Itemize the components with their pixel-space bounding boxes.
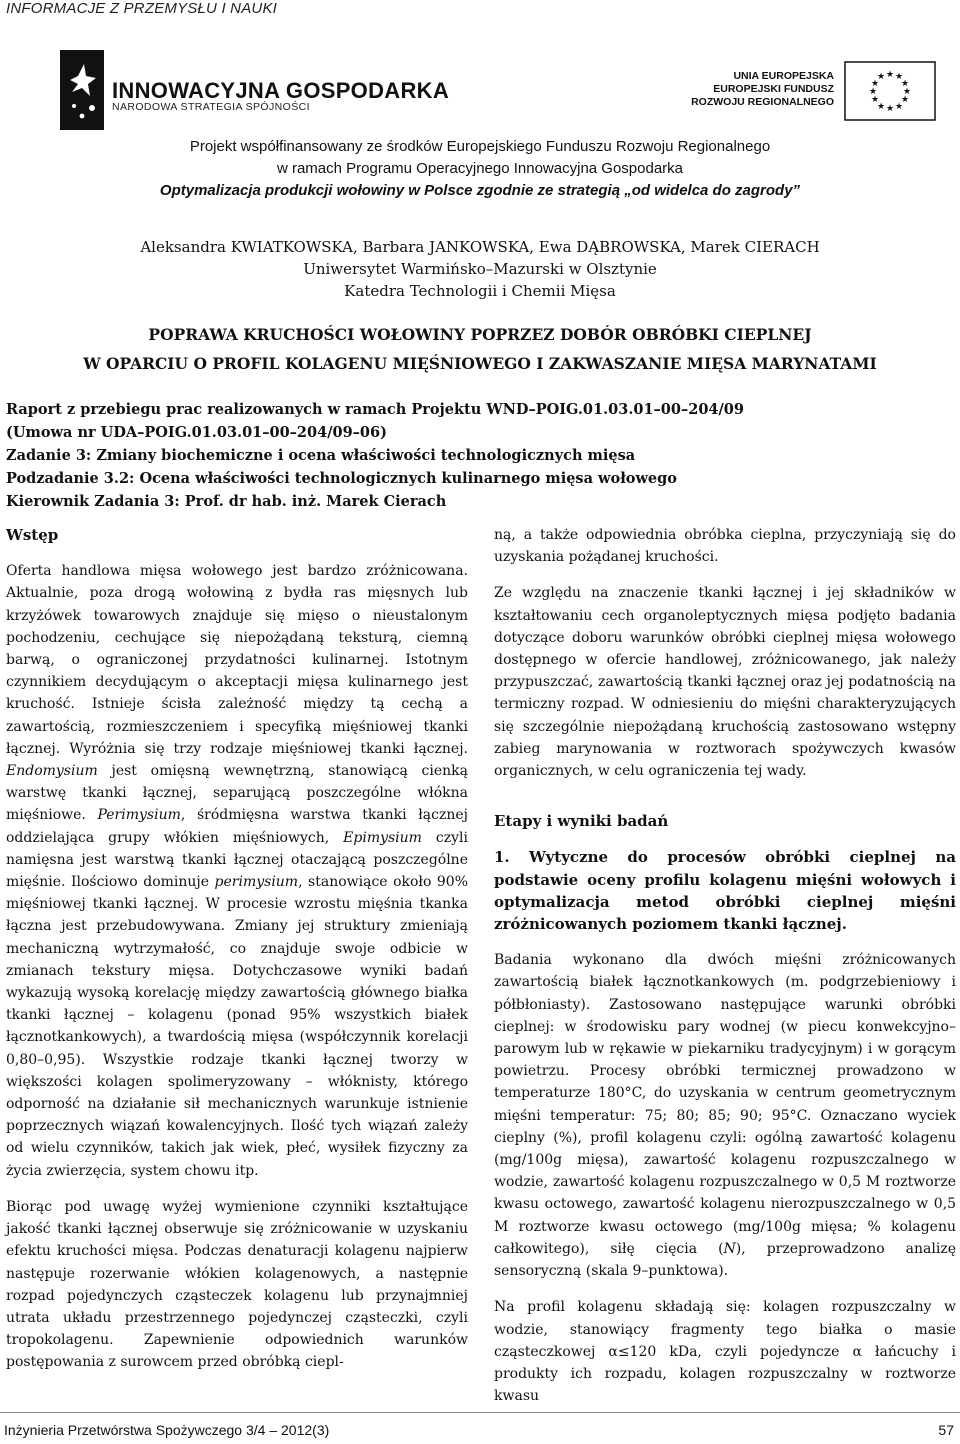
- right-paragraph-1: ną, a także odpowiednia obróbka cieplna, przyczyniają się do uzyskania pożądanej kruchości.: [494, 527, 956, 566]
- footer-divider: [0, 1412, 960, 1413]
- svg-text:★: ★: [870, 79, 880, 89]
- report-line-2: (Umowa nr UDA–POIG.01.03.01–00–204/09–06): [6, 424, 387, 441]
- report-block: [6, 398, 744, 513]
- eu-line-1: UNIA EUROPEJSKA: [733, 70, 834, 82]
- article-title: [0, 320, 960, 378]
- right-paragraph-3: Badania wykonano dla dwóch mięśni zróżnicowanych zawartością białek łącznotkankowych (m. podgrzebieniowy i półbłoniasty). Zastosowano następujące warunki obróbki cieplnej: w środowisku pary wodnej (w piecu konwekcyjno–parowym lub w rękawie w piekarniku tradycyjnym) i w gorącym powietrzu. Procesy obróbki termicznej prowadzono w temperaturze 180°C, do uzyskania w centrum geometrycznym mięśni temperatur: 75; 80; 85; 90; 95°C. Oznaczano wyciek cieplny (%), profil kolagenu czyli: ogólną zawartość kolagenu (mg/100g mięsa), zawartość kolagenu rozpuszczalnego w wodzie, zawartość kolagenu rozpuszczalnego w 0,5 M roztworze kwasu octowego, zawartość kolagenu nierozpuszczalnego w 0,5 M roztworze kwasu octowego (mg/100g mięsa; % kolagenu całkowitego), siłę cięcia (N), przeprowadzono analizę sensoryczną (skala 9–punktowa).: [494, 952, 956, 1280]
- footer-page-number: 57: [938, 1422, 954, 1438]
- section-heading-intro: Wstęp: [6, 526, 59, 544]
- svg-text:★: ★: [876, 72, 886, 82]
- subsection-heading-1: 1. Wytyczne do procesów obróbki cieplnej na podstawie oceny profilu kolagenu mięśni wołowych i optymalizacja metod obróbki cieplnej mięśni zróżnicowanych poziomem tkanki łącznej.: [494, 848, 956, 934]
- project-line-1: Projekt współfinansowany ze środków Europejskiego Funduszu Rozwoju Regionalnego: [189, 138, 771, 155]
- author-names: Aleksandra KWIATKOWSKA, Barbara JANKOWSKA, Ewa DĄBROWSKA, Marek CIERACH: [140, 238, 820, 256]
- project-title: Optymalizacja produkcji wołowiny w Polsce zgodnie ze strategią „od widelca do zagrody”: [159, 182, 801, 199]
- left-column: [6, 524, 468, 1374]
- section-heading-results: Etapy i wyniki badań: [494, 812, 669, 831]
- eu-line-3: ROZWOJU REGIONALNEGO: [691, 96, 834, 108]
- intro-paragraph-2: Biorąc pod uwagę wyżej wymienione czynniki kształtujące jakość tkanki łącznej obserwuje się zróżnicowanie w uzyskaniu efektu kruchości mięsa. Podczas denaturacji kolagenu najpierw następuje rozerwanie włókien kolagenowych, a następnie rozpad pojedynczych cząsteczek kolagenu lub przynajmniej utrata układu przestrzennego pojedynczej cząsteczki, czyli tropokolagenu. Zapewnienie odpowiednich warunków postępowania z surowcem przed obróbką ciepl-: [6, 1198, 468, 1371]
- authors-block: [0, 236, 960, 302]
- title-line-2: W OPARCIU O PROFIL KOLAGENU MIĘŚNIOWEGO I ZAKWASZANIE MIĘSA MARYNATAMI: [83, 354, 877, 373]
- report-line-4: Podzadanie 3.2: Ocena właściwości technologicznych kulinarnego mięsa wołowego: [6, 470, 677, 487]
- running-header: INFORMACJE Z PRZEMYSŁU I NAUKI: [6, 0, 278, 17]
- svg-text:★: ★: [885, 104, 895, 114]
- ig-logo-subtitle: NARODOWA STRATEGIA SPÓJNOŚCI: [112, 101, 310, 113]
- svg-text:★: ★: [868, 87, 878, 97]
- right-paragraph-4: Na profil kolagenu składają się: kolagen rozpuszczalny w wodzie, stanowiący fragmenty tego białka o masie cząsteczkowej α≤120 kDa, czyli pojedyncze α łańcuchy i produkty ich rozpadu, kolagen rozpuszczalny w roztworze kwasu: [494, 1299, 956, 1405]
- svg-text:★: ★: [900, 95, 910, 105]
- svg-text:★: ★: [885, 70, 895, 80]
- eu-logo-text: [691, 70, 834, 109]
- report-line-5: Kierownik Zadania 3: Prof. dr hab. inż. Marek Cierach: [6, 493, 447, 510]
- svg-text:★: ★: [876, 102, 886, 112]
- author-university: Uniwersytet Warmińsko–Mazurski w Olsztynie: [303, 260, 657, 278]
- project-info: [0, 136, 960, 202]
- footer-journal: Inżynieria Przetwórstwa Spożywczego 3/4 – 2012(3): [4, 1422, 330, 1438]
- svg-text:★: ★: [900, 79, 910, 89]
- ig-logo-title: INNOWACYJNA GOSPODARKA: [112, 78, 450, 103]
- svg-text:★: ★: [894, 72, 904, 82]
- project-line-2: w ramach Programu Operacyjnego Innowacyjna Gospodarka: [276, 160, 684, 177]
- svg-text:★: ★: [902, 87, 912, 97]
- innowacyjna-gospodarka-logo: [60, 50, 108, 134]
- report-line-3: Zadanie 3: Zmiany biochemiczne i ocena właściwości technologicznych mięsa: [6, 447, 636, 464]
- right-column: [494, 524, 956, 1407]
- report-line-1: Raport z przebiegu prac realizowanych w ramach Projektu WND–POIG.01.03.01–00–204/09: [6, 401, 744, 418]
- eu-line-2: EUROPEJSKI FUNDUSZ: [713, 83, 834, 95]
- right-paragraph-2: Ze względu na znaczenie tkanki łącznej i jej składników w kształtowaniu cech organoleptycznych mięsa podjęto badania dotyczące doboru warunków obróbki cieplnej mięsa wołowego dostępnego w ofercie handlowej, zróżnicowanego, jak należy przypuszczać, zawartością tkanki łącznej oraz jej podatnością na termiczny rozpad. W odniesieniu do mięśni charakteryzujących się szczególnie niepożądaną kruchością zastosowano wstępny zabieg marynowania w roztworach spożywczych kwasów organicznych, w celu ograniczenia tej wady.: [494, 585, 956, 780]
- svg-text:★: ★: [870, 95, 880, 105]
- author-department: Katedra Technologii i Chemii Mięsa: [344, 282, 616, 300]
- intro-paragraph-1: Oferta handlowa mięsa wołowego jest bardzo zróżnicowana. Aktualnie, poza drogą wołowiną z bydła ras mięsnych lub krzyżówek towarowych znajduje się mięso o nieustalonym pochodzeniu, cechujące się niepożądaną teksturą, ciemną barwą, o ograniczonej przydatności kulinarnej. Istotnym czynnikiem decydującym o akceptacji mięsa kulinarnego jest kruchość. Istnieje ścisła zależność między tą cechą a zawartością, rozmieszczeniem i specyfiką mięśniowej tkanki łącznej. Wyróżnia się trzy rodzaje mięśniowej tkanki łącznej. Endomysium jest omięsną wewnętrzną, stanowiącą cienką warstwę tkanki łącznej, separującą poszczególne włókna mięśniowe. Perimysium, śródmięsna warstwa tkanki łącznej oddzielająca grupy włókien mięśniowych, Epimysium czyli namięsna jest warstwą tkanki łącznej otaczającą poszczególne mięśnie. Ilościowo dominuje perimysium, stanowiące około 90% mięśniowej tkanki łącznej. W procesie wzrostu mięśnia tkanka łączna jest przebudowywana. Zmiany jej struktury zmieniają mechaniczną wytrzymałość, co znajduje swoje odbicie w zmianach tekstury mięsa. Dotychczasowe wyniki badań wykazują wysoką korelację między zawartością głównego białka tkanki łącznej – kolagenu (ponad 95% wszystkich białek łącznotkankowych), a twardością mięsa (współczynnik korelacji 0,80–0,95). Wszystkie rodzaje tkanki łącznej tworzy w większości kolagen spolimeryzowany – włóknisty, którego odporność na działanie sił mechanicznych warunkuje istnienie poprzecznych wiązań kowalencyjnych. Ilość tych wiązań zależy od wielu czynników, takich jak wiek, płeć, wysiłek fizyczny za życia zwierzęcia, system chowu itp.: [6, 563, 469, 1179]
- eu-flag-icon: [844, 61, 936, 125]
- title-line-1: POPRAWA KRUCHOŚCI WOŁOWINY POPRZEZ DOBÓR OBRÓBKI CIEPLNEJ: [148, 325, 812, 344]
- svg-text:★: ★: [894, 102, 904, 112]
